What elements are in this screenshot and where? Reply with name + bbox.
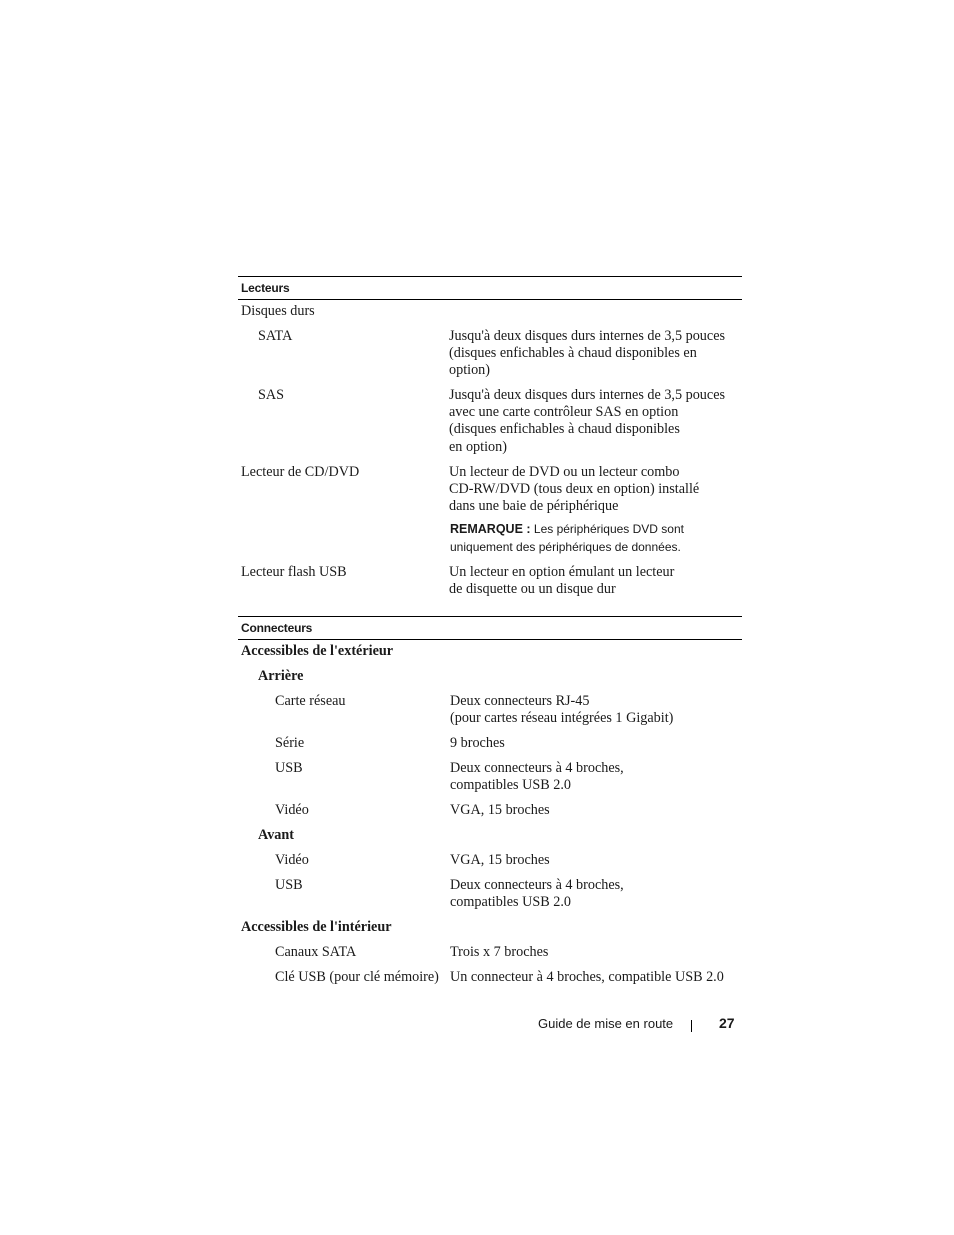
footer-title: Guide de mise en route (538, 1016, 674, 1031)
internal-sata-value (450, 944, 742, 961)
internal-usb-key-label: Clé USB (pour clé mémoire) (275, 969, 439, 985)
internal-usb-key-value (450, 969, 742, 986)
flash-value (449, 564, 741, 598)
rear-label: Arrière (258, 668, 304, 684)
sas-value (449, 387, 741, 456)
optical-value-line: Un lecteur de DVD ou un lecteur combo (449, 464, 680, 480)
sata-value (449, 328, 741, 380)
drives-section-header: Lecteurs (238, 276, 742, 300)
sata-value-line: (disques enfichables à chaud disponibles en (449, 345, 697, 362)
sas-label: SAS (258, 387, 285, 403)
flash-label: Lecteur flash USB (241, 564, 347, 580)
connectors-section (238, 616, 742, 640)
front-video-label: Vidéo (275, 852, 309, 868)
drives-section (238, 276, 742, 300)
rear-usb-value-line: compatibles USB 2.0 (450, 777, 571, 794)
front-usb-label: USB (275, 877, 303, 893)
page-footer (538, 1014, 738, 1034)
front-usb-value-line: Deux connecteurs à 4 broches, (450, 877, 624, 893)
rear-video-label: Vidéo (275, 802, 309, 818)
footer-separator (691, 1020, 692, 1032)
connectors-section-header: Connecteurs (238, 616, 742, 640)
internal-sata-value-line: Trois x 7 broches (450, 944, 549, 960)
rear-nic-label: Carte réseau (275, 693, 346, 709)
hard-drives-label: Disques durs (241, 303, 315, 319)
front-usb-value-line: compatibles USB 2.0 (450, 894, 571, 911)
rear-nic-value-line: Deux connecteurs RJ-45 (450, 693, 590, 709)
rear-serial-value-line: 9 broches (450, 735, 505, 751)
sas-value-line: avec une carte contrôleur SAS en option (449, 404, 679, 421)
page-number: 27 (719, 1015, 735, 1031)
front-label: Avant (258, 827, 294, 843)
rear-usb-value (450, 760, 742, 794)
note-text-2: uniquement des périphériques de données. (450, 539, 681, 554)
rear-usb-value-line: Deux connecteurs à 4 broches, (450, 760, 624, 776)
external-label: Accessibles de l'extérieur (241, 643, 394, 659)
front-usb-value (450, 877, 742, 911)
sas-value-line: Jusqu'à deux disques durs internes de 3,5 pouces (449, 387, 726, 403)
flash-value-line: Un lecteur en option émulant un lecteur (449, 564, 675, 580)
internal-sata-label: Canaux SATA (275, 944, 357, 960)
rear-video-value (450, 802, 742, 819)
note-text-1: Les périphériques DVD sont (533, 522, 684, 536)
rear-video-value-line: VGA, 15 broches (450, 802, 550, 818)
note (450, 521, 740, 556)
rear-nic-value (450, 693, 742, 727)
internal-label: Accessibles de l'intérieur (241, 919, 392, 935)
sata-label: SATA (258, 328, 293, 344)
rear-serial-value (450, 735, 742, 752)
front-video-value (450, 852, 742, 869)
front-video-value-line: VGA, 15 broches (450, 852, 550, 868)
optical-value-line: dans une baie de périphérique (449, 498, 619, 515)
sata-value-line: Jusqu'à deux disques durs internes de 3,5 pouces (449, 328, 726, 344)
rear-usb-label: USB (275, 760, 303, 776)
sata-value-line: option) (449, 362, 490, 379)
rear-nic-value-line: (pour cartes réseau intégrées 1 Gigabit) (450, 710, 674, 727)
optical-value-line: CD-RW/DVD (tous deux en option) installé (449, 481, 700, 498)
optical-value (449, 464, 741, 516)
optical-label: Lecteur de CD/DVD (241, 464, 360, 480)
internal-usb-key-value-line: Un connecteur à 4 broches, compatible USB 2.0 (450, 969, 724, 985)
flash-value-line: de disquette ou un disque dur (449, 581, 616, 598)
sas-value-line: en option) (449, 438, 507, 455)
sas-value-line: (disques enfichables à chaud disponibles (449, 421, 680, 438)
rear-serial-label: Série (275, 735, 305, 751)
note-label: REMARQUE : (450, 522, 531, 536)
